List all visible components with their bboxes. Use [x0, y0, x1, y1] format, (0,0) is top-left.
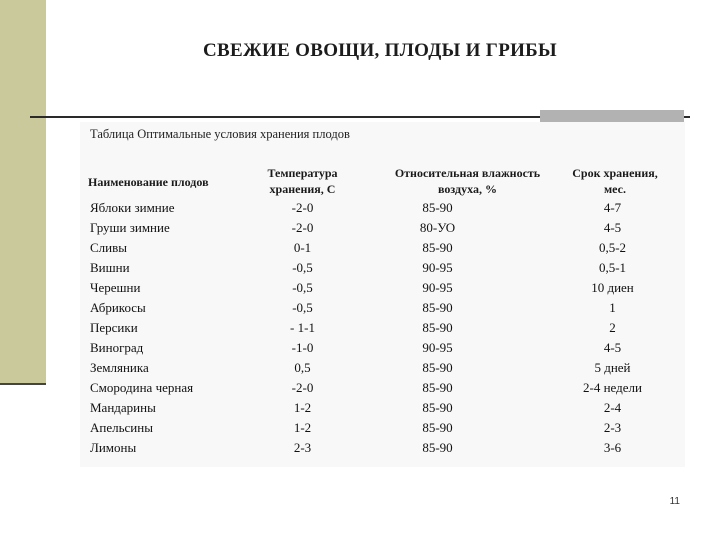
table-row: [0, 258, 720, 278]
table-row: [0, 358, 720, 378]
table-caption: Таблица Оптимальные условия хранения плодов: [90, 127, 350, 141]
cell-name: Апельсины: [90, 420, 153, 435]
cell-name: Черешни: [90, 280, 141, 295]
cell-term: 0,5-2: [598, 240, 627, 255]
header-name: Наименование плодов: [88, 175, 209, 189]
cell-name: Персики: [90, 320, 138, 335]
cell-temperature: -2-0: [291, 220, 314, 235]
cell-name: Абрикосы: [90, 300, 146, 315]
cell-humidity: 85-90: [422, 320, 453, 335]
cell-term: 2-3: [603, 420, 622, 435]
table-row: [0, 338, 720, 358]
cell-name: Яблоки зимние: [90, 200, 175, 215]
table-row: [0, 198, 720, 218]
cell-term: 4-5: [603, 340, 622, 355]
cell-term: 1: [609, 300, 616, 315]
cell-term: 3-6: [603, 440, 622, 455]
cell-name: Виноград: [90, 340, 144, 355]
cell-humidity: 90-95: [422, 260, 453, 275]
cell-term: 0,5-1: [598, 260, 627, 275]
cell-temperature: -2-0: [291, 380, 314, 395]
cell-temperature: -1-0: [291, 340, 314, 355]
header-temperature: Температура хранения, С: [267, 166, 338, 196]
cell-temperature: -0,5: [292, 300, 313, 315]
table-row: [0, 278, 720, 298]
cell-name: Груши зимние: [90, 220, 170, 235]
cell-term: 10 диен: [591, 280, 634, 295]
slide-title: СВЕЖИЕ ОВОЩИ, ПЛОДЫ И ГРИБЫ: [203, 40, 557, 61]
cell-term: 2-4 недели: [583, 380, 642, 395]
cell-temperature: 0,5: [294, 360, 311, 375]
table-row: [0, 238, 720, 258]
cell-name: Сливы: [90, 240, 127, 255]
cell-temperature: -0,5: [292, 280, 313, 295]
cell-name: Мандарины: [90, 400, 156, 415]
cell-humidity: 85-90: [422, 420, 453, 435]
cell-humidity: 85-90: [422, 440, 453, 455]
cell-humidity: 85-90: [422, 200, 453, 215]
cell-name: Смородина черная: [90, 380, 194, 395]
cell-temperature: -2-0: [291, 200, 314, 215]
cell-name: Вишни: [90, 260, 130, 275]
cell-term: 4-5: [603, 220, 622, 235]
cell-temperature: 0-1: [293, 240, 312, 255]
cell-temperature: 2-3: [293, 440, 312, 455]
cell-name: Лимоны: [90, 440, 137, 455]
table-row: [0, 378, 720, 398]
cell-temperature: -0,5: [292, 260, 313, 275]
cell-humidity: 85-90: [422, 240, 453, 255]
cell-humidity: 85-90: [422, 300, 453, 315]
table-row: [0, 418, 720, 438]
cell-humidity: 85-90: [422, 400, 453, 415]
cell-temperature: - 1-1: [290, 320, 315, 335]
cell-term: 5 дней: [594, 360, 631, 375]
table-row: [0, 298, 720, 318]
page-number: 11: [669, 496, 680, 507]
cell-term: 2: [609, 320, 616, 335]
cell-humidity: 85-90: [422, 380, 453, 395]
table-row: [0, 218, 720, 238]
table-row: [0, 438, 720, 458]
cell-name: Земляника: [90, 360, 149, 375]
cell-humidity: 90-95: [422, 280, 453, 295]
table-row: [0, 318, 720, 338]
header-humidity: Относительная влажность воздуха, %: [394, 166, 541, 196]
table-row: [0, 398, 720, 418]
cell-humidity: 90-95: [422, 340, 453, 355]
cell-temperature: 1-2: [293, 400, 312, 415]
cell-humidity: 85-90: [422, 360, 453, 375]
cell-term: 2-4: [603, 400, 622, 415]
header-storage-term: Срок хранения, мес.: [572, 166, 658, 196]
cell-term: 4-7: [603, 200, 622, 215]
cell-humidity: 80-УО: [419, 220, 456, 235]
cell-temperature: 1-2: [293, 420, 312, 435]
